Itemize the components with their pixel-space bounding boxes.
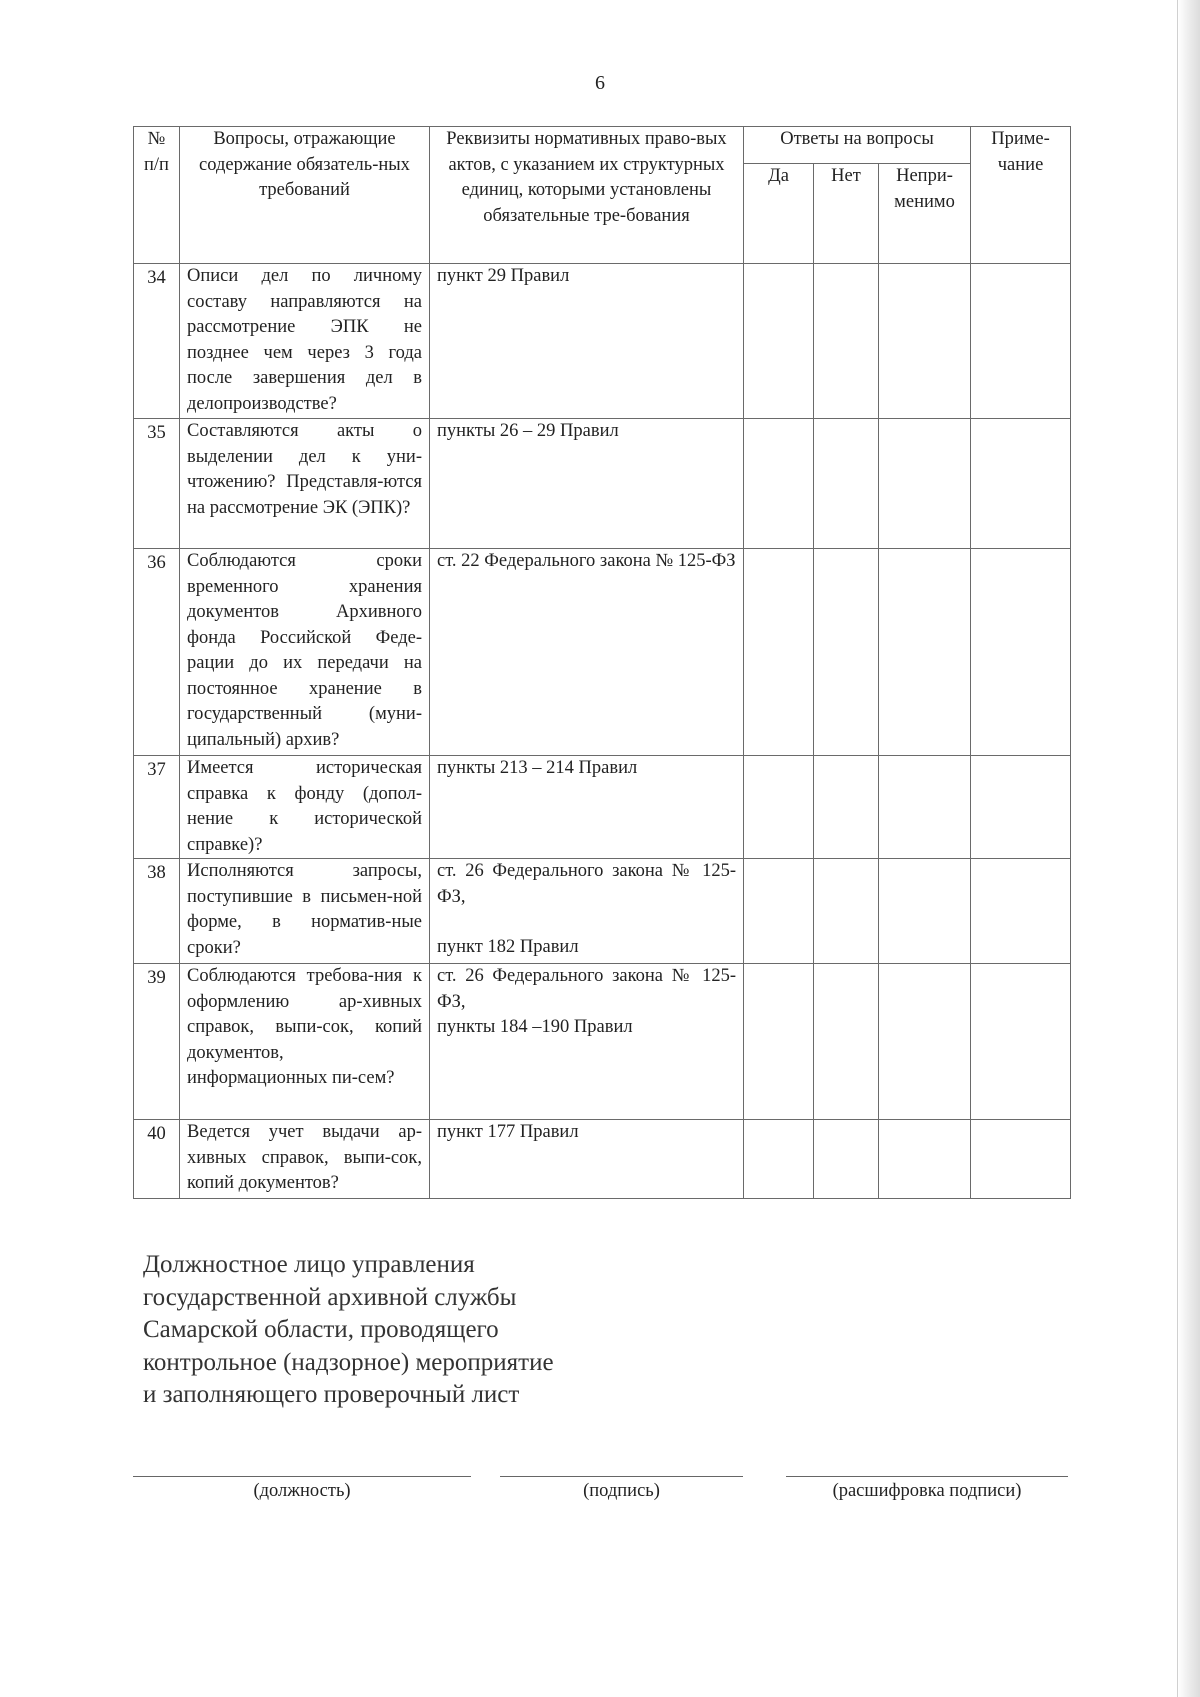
answer-yes-cell[interactable]: [744, 549, 814, 756]
row-number: 40: [134, 1120, 180, 1199]
row-number: 39: [134, 964, 180, 1120]
row-question: Описи дел по личному составу направляются на рассмотрение ЭПК не позднее чем через 3 года после завершения дел в делопроизводстве?: [180, 264, 430, 419]
note-cell[interactable]: [971, 419, 1071, 549]
row-question: Соблюдаются сроки временного хранения документов Архивного фонда Российской Феде-рации до их передачи на постоянное хранение в государственный (муни-ципальный) архив?: [180, 549, 430, 756]
header-requisites: Реквизиты нормативных право-вых актов, с указанием их структурных единиц, которыми установлены обязательные тре-бования: [430, 127, 744, 264]
row-question: Составляются акты о выделении дел к уни-чтожению? Представля-ются на рассмотрение ЭК (ЭПК)?: [180, 419, 430, 549]
answer-no-cell[interactable]: [814, 419, 879, 549]
official-line: государственной архивной службы: [143, 1283, 517, 1311]
row-number: 37: [134, 756, 180, 859]
header-not-applicable: Непри-менимо: [879, 164, 971, 264]
note-cell[interactable]: [971, 859, 1071, 964]
official-line: Самарской области, проводящего: [143, 1316, 499, 1343]
answer-not-applicable-cell[interactable]: [879, 549, 971, 756]
row-requisite: пункты 26 – 29 Правил: [430, 419, 744, 549]
answer-yes-cell[interactable]: [744, 1120, 814, 1199]
page-number: 6: [595, 72, 605, 94]
row-question: Ведется учет выдачи ар-хивных справок, выпи-сок, копий документов?: [180, 1120, 430, 1199]
row-requisite-extra: пункт 182 Правил: [437, 937, 579, 957]
table-row: [134, 549, 1071, 756]
answer-no-cell[interactable]: [814, 756, 879, 859]
answer-yes-cell[interactable]: [744, 756, 814, 859]
table-row: [134, 859, 1071, 964]
header-number: № п/п: [134, 127, 180, 264]
header-answers: Ответы на вопросы: [744, 127, 971, 164]
answer-yes-cell[interactable]: [744, 419, 814, 549]
table-row: [134, 756, 1071, 859]
answer-no-cell[interactable]: [814, 859, 879, 964]
answer-not-applicable-cell[interactable]: [879, 264, 971, 419]
row-requisite: ст. 22 Федерального закона № 125-ФЗ: [430, 549, 744, 756]
answer-yes-cell[interactable]: [744, 859, 814, 964]
official-line: и заполняющего проверочный лист: [143, 1381, 520, 1408]
note-cell[interactable]: [971, 549, 1071, 756]
row-number: 35: [134, 419, 180, 549]
official-line: контрольное (надзорное) мероприятие: [143, 1348, 554, 1376]
answer-not-applicable-cell[interactable]: [879, 1120, 971, 1199]
row-number: 34: [134, 264, 180, 419]
position-signature-line[interactable]: [133, 1476, 471, 1477]
decryption-signature-line[interactable]: [786, 1476, 1068, 1477]
official-line: Должностное лицо управления: [143, 1251, 475, 1278]
answer-no-cell[interactable]: [814, 1120, 879, 1199]
page-edge-shadow: [1178, 0, 1200, 1697]
row-requisite-extra: пункты 184 –190 Правил: [437, 1017, 633, 1037]
row-number: 38: [134, 859, 180, 964]
table-row: [134, 419, 1071, 549]
position-label: (должность): [253, 1481, 351, 1501]
row-requisite-main: ст. 26 Федерального закона № 125-ФЗ,: [437, 966, 736, 1012]
table-row: [134, 264, 1071, 419]
answer-yes-cell[interactable]: [744, 264, 814, 419]
note-cell[interactable]: [971, 1120, 1071, 1199]
answer-yes-cell[interactable]: [744, 964, 814, 1120]
note-cell[interactable]: [971, 964, 1071, 1120]
row-requisite: пункт 29 Правил: [430, 264, 744, 419]
decryption-label: (расшифровка подписи): [832, 1481, 1022, 1501]
answer-not-applicable-cell[interactable]: [879, 756, 971, 859]
row-question: Соблюдаются требова-ния к оформлению ар-хивных справок, выпи-сок, копий документов, информационных пи-сем?: [180, 964, 430, 1120]
checklist-table: [133, 126, 1071, 1199]
header-yes: Да: [744, 164, 814, 264]
row-number: 36: [134, 549, 180, 756]
row-requisite: [430, 859, 744, 964]
row-requisite-main: ст. 26 Федерального закона № 125-ФЗ,: [437, 861, 736, 907]
header-note: Приме-чание: [971, 127, 1071, 264]
official-block: [143, 1249, 554, 1412]
answer-no-cell[interactable]: [814, 549, 879, 756]
table-row: [134, 1120, 1071, 1199]
signature-line[interactable]: [500, 1476, 743, 1477]
row-requisite: пункт 177 Правил: [430, 1120, 744, 1199]
answer-not-applicable-cell[interactable]: [879, 964, 971, 1120]
answer-not-applicable-cell[interactable]: [879, 419, 971, 549]
note-cell[interactable]: [971, 264, 1071, 419]
row-requisite: пункты 213 – 214 Правил: [430, 756, 744, 859]
note-cell[interactable]: [971, 756, 1071, 859]
answer-not-applicable-cell[interactable]: [879, 859, 971, 964]
row-question: Исполняются запросы, поступившие в письмен-ной форме, в норматив-ные сроки?: [180, 859, 430, 964]
header-no-answer: Нет: [814, 164, 879, 264]
row-question: Имеется историческая справка к фонду (допол-нение к исторической справке)?: [180, 756, 430, 859]
header-questions: Вопросы, отражающие содержание обязатель-ных требований: [180, 127, 430, 264]
answer-no-cell[interactable]: [814, 964, 879, 1120]
signature-label: (подпись): [583, 1481, 660, 1501]
table-row: [134, 964, 1071, 1120]
answer-no-cell[interactable]: [814, 264, 879, 419]
row-requisite: [430, 964, 744, 1120]
